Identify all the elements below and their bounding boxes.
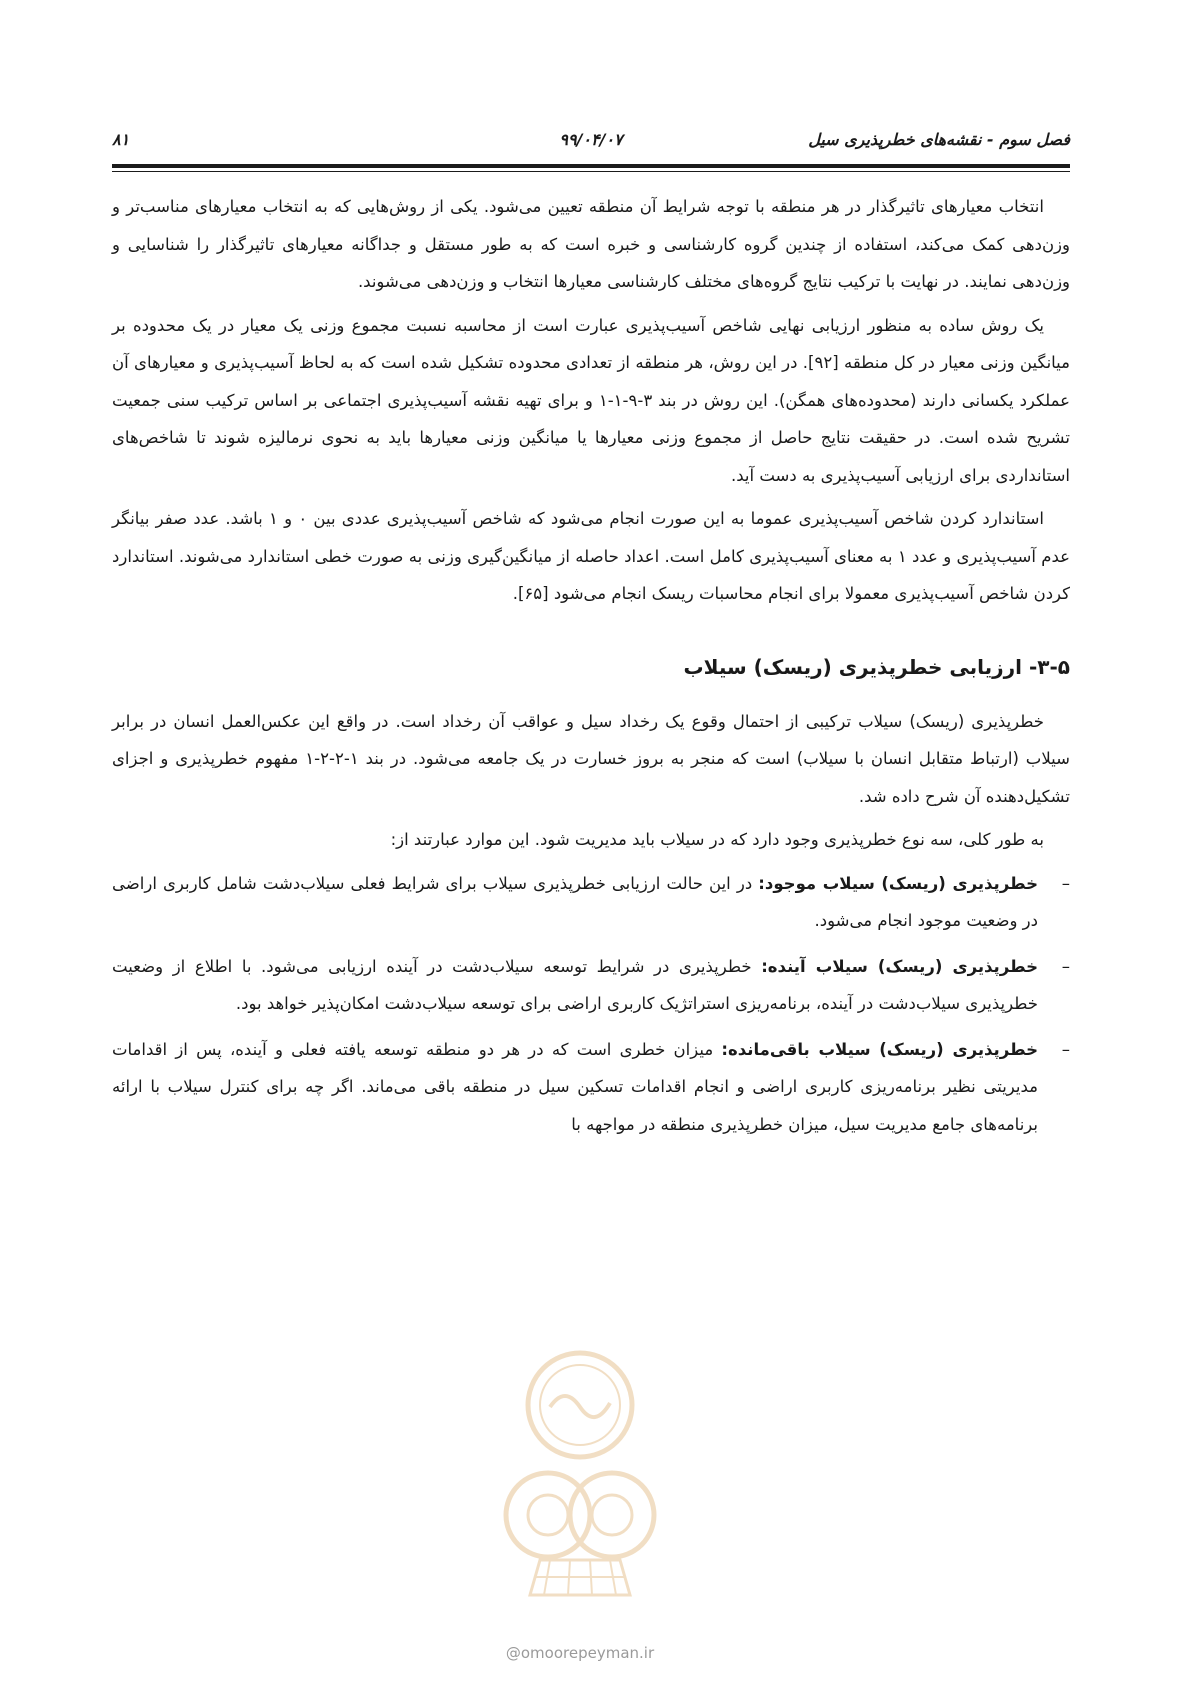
bullet-term: خطرپذیری (ریسک) سیلاب آینده:	[761, 956, 1038, 976]
list-item	[112, 865, 1070, 940]
list-item	[112, 1031, 1070, 1144]
header-date: ۹۹/۰۴/۰۷	[559, 130, 623, 149]
bullet-term: خطرپذیری (ریسک) سیلاب موجود:	[758, 873, 1038, 893]
watermark-url: @omoorepeyman.ir	[505, 1644, 655, 1662]
paragraph: یک روش ساده به منظور ارزیابی نهایی شاخص آسیب‌پذیری عبارت است از محاسبه نسبت مجموع وزنی یک معیار در یک محدوده بر میانگین وزنی معیار در کل منطقه [۹۲]. در این روش، هر منطقه از تعدادی محدوده تشکیل شده است که به لحاظ آسیب‌پذیری و معیارهای آن عملکرد یکسانی دارند (محدوده‌های همگن). این روش در بند ۳-۹-۱-۱ و برای تهیه نقشه آسیب‌پذیری اجتماعی بر اساس ترکیب سنی جمعیت تشریح شده است. در حقیقت نتایج حاصل از مجموع وزنی معیارها یا میانگین وزنی معیارها باید به نحوی نرمالیزه شوند تا شاخص‌های استانداردی برای ارزیابی آسیب‌پذیری به دست آید.	[112, 315, 1071, 485]
paragraph: استاندارد کردن شاخص آسیب‌پذیری عموما به این صورت انجام می‌شود که شاخص آسیب‌پذیری عددی بین ۰ و ۱ باشد. عدد صفر بیانگر عدم آسیب‌پذیری و عدد ۱ به معنای آسیب‌پذیری کامل است. اعداد حاصله از میانگین‌گیری وزنی به صورت خطی استاندارد می‌شوند. استاندارد کردن شاخص آسیب‌پذیری معمولا برای انجام محاسبات ریسک انجام می‌شود [۶۵].	[112, 509, 1070, 603]
bullet-text: میزان خطری است که در هر دو منطقه توسعه یافته فعلی و آینده، پس از اقدامات مدیریتی نظیر برنامه‌ریزی کاربری اراضی و انجام اقدامات تسکین سیل در منطقه باقی می‌ماند. اگر چه برای کنترل سیلاب با ارائه برنامه‌های جامع مدیریت سیل، میزان خطرپذیری منطقه در مواجهه با	[112, 1039, 1038, 1134]
bullet-text: خطرپذیری در شرایط توسعه سیلاب‌دشت در آینده ارزیابی می‌شود. با اطلاع از وضعیت خطرپذیری سیلاب‌دشت در آینده، برنامه‌ریزی استراتژیک کاربری اراضی برای توسعه سیلاب‌دشت امکان‌پذیر خواهد بود.	[112, 956, 1038, 1013]
bullet-dash: –	[1061, 1039, 1070, 1059]
header-rule-thick	[112, 164, 1070, 168]
watermark-logo-icon	[480, 1345, 680, 1605]
page-header	[112, 126, 1070, 156]
section-heading: ۳-۵- ارزیابی خطرپذیری (ریسک) سیلاب	[683, 654, 1070, 679]
body-text	[112, 188, 1070, 1151]
bullet-dash: –	[1061, 873, 1070, 893]
header-rule-thin	[112, 171, 1070, 172]
chapter-title: فصل سوم - نقشه‌های خطرپذیری سیل	[808, 130, 1070, 149]
section-lead: به طور کلی، سه نوع خطرپذیری وجود دارد که در سیلاب باید مدیریت شود. این موارد عبارتند از:	[390, 830, 1044, 849]
section-intro: خطرپذیری (ریسک) سیلاب ترکیبی از احتمال وقوع یک رخداد سیل و عواقب آن رخداد است. در واقع این عکس‌العمل انسان در برابر سیلاب (ارتباط متقابل انسان با سیلاب) است که منجر به بروز خسارت در یک جامعه می‌شود. در بند ۱-۲-۲-۱ مفهوم خطرپذیری و اجزای تشکیل‌دهنده آن شرح داده شد.	[112, 711, 1070, 806]
bullet-text: در این حالت ارزیابی خطرپذیری سیلاب برای شرایط فعلی سیلاب‌دشت شامل کاربری اراضی در وضعیت موجود انجام می‌شود.	[112, 873, 1038, 930]
list-item	[112, 948, 1070, 1023]
paragraph: انتخاب معیارهای تاثیرگذار در هر منطقه با توجه شرایط آن منطقه تعیین می‌شود. یکی از روش‌هایی که به انتخاب معیارهای مناسب‌تر و وزن‌دهی کمک می‌کند، استفاده از چندین گروه کارشناسی و خبره است که به طور مستقل و جداگانه معیارهای تاثیرگذار را شناسایی و وزن‌دهی نمایند. در نهایت با ترکیب نتایج گروه‌های مختلف کارشناسی معیارها انتخاب و وزن‌دهی می‌شوند.	[112, 197, 1070, 291]
risk-types-list	[112, 865, 1070, 1144]
bullet-dash: –	[1061, 956, 1070, 976]
bullet-term: خطرپذیری (ریسک) سیلاب باقی‌مانده:	[721, 1039, 1038, 1059]
page-number: ۸۱	[112, 130, 130, 149]
